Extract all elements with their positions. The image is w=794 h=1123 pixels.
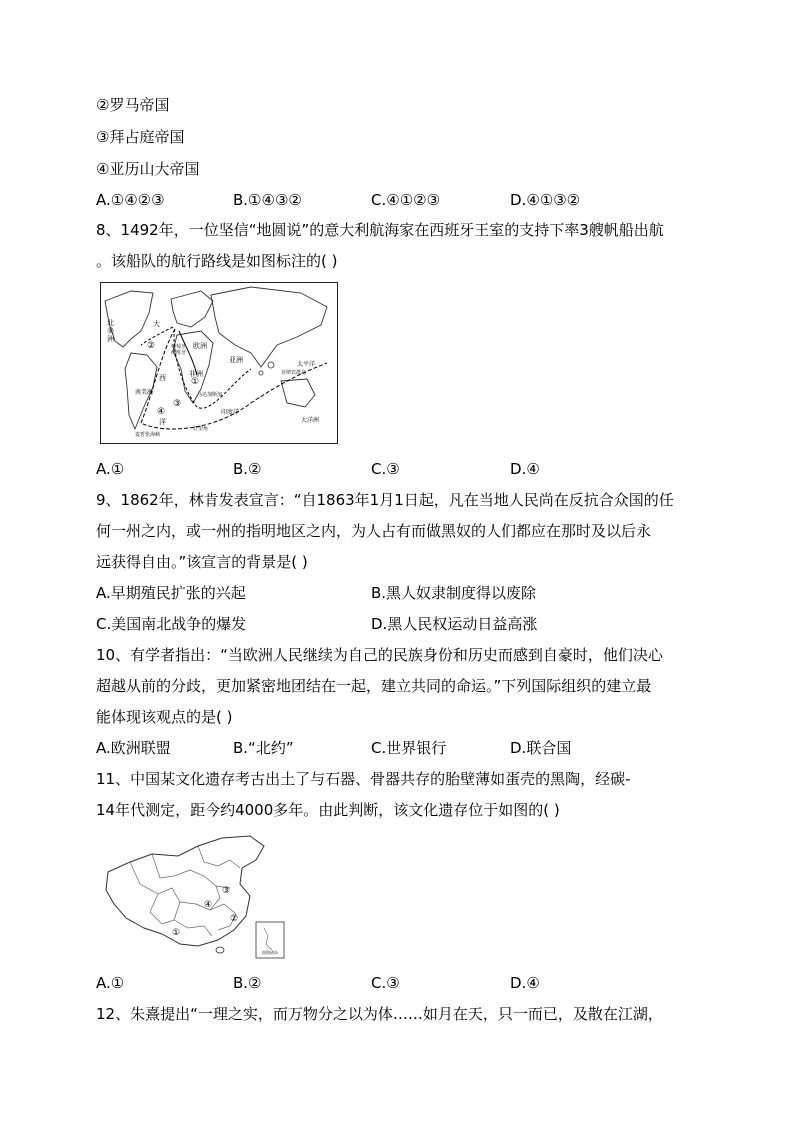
q11-option-c: C.③ bbox=[371, 974, 400, 992]
map-label-spain: 西班牙 bbox=[171, 350, 187, 356]
q10-option-d: D.联合国 bbox=[510, 739, 572, 757]
q8-option-b: B.② bbox=[233, 460, 262, 478]
map-marker-1: ① bbox=[191, 377, 200, 387]
map-label-south-america: 南美洲 bbox=[135, 389, 154, 396]
q10-stem-line1: 10、有学者指出：“当欧洲人民继续为自己的民族身份和历史而感到自豪时，他们决心 bbox=[96, 646, 663, 664]
map-label-pacific: 太平洋 bbox=[297, 361, 316, 368]
q11-stem-line1: 11、中国某文化遗存考古出土了与石器、骨器共存的胎壁薄如蛋壳的黑陶，经碳- bbox=[96, 770, 631, 788]
china-marker-1: ① bbox=[172, 928, 181, 938]
q10-stem-line2: 超越从前的分歧，更加紧密地团结在一起，建立共同的命运。”下列国际组织的建立最 bbox=[96, 677, 652, 695]
china-marker-2: ② bbox=[230, 914, 239, 924]
china-map-graphic bbox=[100, 832, 290, 962]
map-label-indian-ocean: 印度洋 bbox=[221, 409, 240, 416]
map-label-da: 大 bbox=[153, 320, 160, 328]
q9-stem-line3: 远获得自由。”该宣言的背景是( ) bbox=[96, 553, 308, 571]
q9-option-d: D.黑人民权运动日益高涨 bbox=[371, 615, 538, 633]
china-marker-3: ③ bbox=[222, 886, 231, 896]
map-label-asia: 亚洲 bbox=[229, 356, 243, 364]
q7-item-2: ②罗马帝国 bbox=[96, 96, 170, 114]
map-marker-4: ④ bbox=[157, 407, 166, 417]
world-route-map bbox=[100, 282, 338, 444]
q9-option-a: A.早期殖民扩张的兴起 bbox=[96, 584, 246, 602]
map-label-magellan: 麦哲伦海峡 bbox=[135, 432, 161, 438]
q8-option-c: C.③ bbox=[371, 460, 400, 478]
q7-option-c: C.④①②③ bbox=[371, 191, 441, 209]
q11-option-d: D.④ bbox=[510, 974, 540, 992]
map-label-portugal: 葡萄牙 bbox=[171, 344, 187, 350]
map-label-yang: 洋 bbox=[159, 418, 166, 426]
q9-option-c: C.美国南北战争的爆发 bbox=[96, 615, 247, 633]
china-inset-label: 南海诸岛 bbox=[262, 950, 278, 955]
q9-stem-line2: 何一州之内，或一州的指明地区之内，为人占有而做黑奴的人们都应在那时及以后永 bbox=[96, 522, 652, 540]
q7-option-d: D.④①③② bbox=[510, 191, 581, 209]
q8-stem-line1: 8、1492年，一位坚信“地圆说”的意大利航海家在西班牙王室的支持下率3艘帆船出航 bbox=[96, 221, 664, 239]
map-label-europe: 欧洲 bbox=[193, 342, 207, 350]
china-map bbox=[100, 832, 290, 962]
q9-option-b: B.黑人奴隶制度得以废除 bbox=[371, 584, 537, 602]
q12-stem-line1: 12、朱熹提出“一理之实，而万物分之以为体……如月在天，只一而已，及散在江湖， bbox=[96, 1005, 663, 1023]
q7-option-b: B.①④③② bbox=[233, 191, 302, 209]
map-label-north-america: 北美洲 bbox=[107, 319, 114, 343]
q9-stem-line1: 9、1862年，林肯发表宣言：“自1863年1月1日起，凡在当地人民尚在反抗合众国的任 bbox=[96, 491, 674, 509]
q11-option-a: A.① bbox=[96, 974, 125, 992]
q7-item-4: ④亚历山大帝国 bbox=[96, 160, 200, 178]
map-label-africa: 非洲 bbox=[189, 370, 203, 378]
map-label-oceania: 大洋洲 bbox=[301, 417, 320, 424]
map-marker-3: ③ bbox=[173, 399, 182, 409]
q11-option-b: B.② bbox=[233, 974, 262, 992]
q8-option-a: A.① bbox=[96, 460, 125, 478]
q10-option-a: A.欧洲联盟 bbox=[96, 739, 171, 757]
map-label-xi: 西 bbox=[159, 374, 166, 382]
q7-option-a: A.①④②③ bbox=[96, 191, 165, 209]
q10-option-c: C.世界银行 bbox=[371, 739, 447, 757]
china-marker-4: ④ bbox=[204, 900, 213, 910]
q10-stem-line3: 能体现该观点的是( ) bbox=[96, 708, 233, 726]
q7-item-3: ③拜占庭帝国 bbox=[96, 128, 185, 146]
q11-stem-line2: 14年代测定，距今约4000多年。由此判断，该文化遗存位于如图的( ) bbox=[96, 801, 560, 819]
map-label-philippines: 菲律宾群岛 bbox=[281, 370, 307, 376]
map-marker-2: ② bbox=[147, 341, 156, 351]
q8-stem-line2: 。该船队的航行路线是如图标注的( ) bbox=[96, 252, 338, 270]
q10-option-b: B.“北约” bbox=[233, 739, 294, 757]
map-label-madagascar: 马达加斯加 bbox=[197, 392, 223, 398]
q8-option-d: D.④ bbox=[510, 460, 540, 478]
map-label-cape: 好望角 bbox=[193, 426, 209, 432]
